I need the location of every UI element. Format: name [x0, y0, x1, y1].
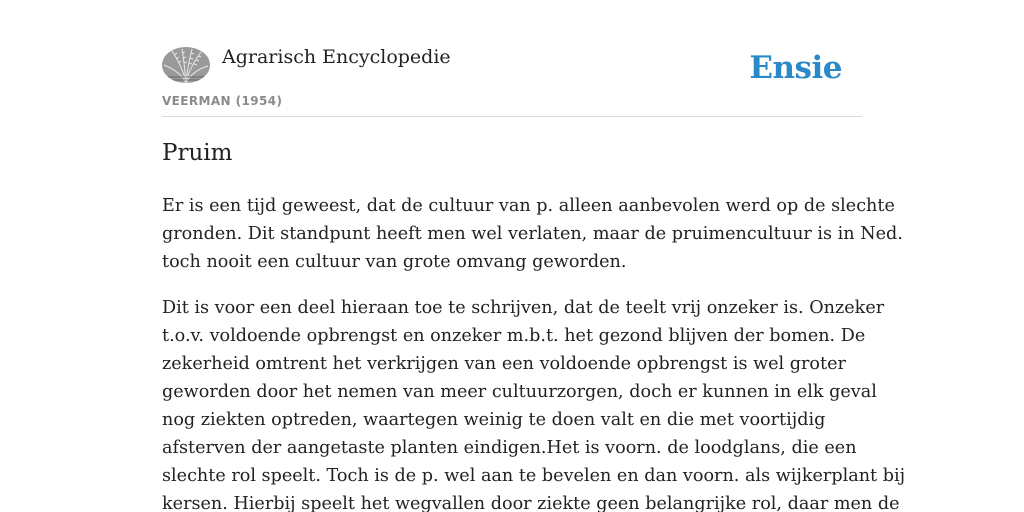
article-paragraph	[162, 192, 903, 276]
paragraph-line: t.o.v. voldoende opbrengst en onzeker m.b.t. het gezond blijven der bomen. De	[162, 326, 866, 346]
paragraph-line: Dit is voor een deel hieraan toe te schrijven, dat de teelt vrij onzeker is. Onzeker	[162, 298, 885, 318]
wheat-engraving-icon	[162, 47, 210, 83]
article-body	[162, 192, 906, 512]
paragraph-line: kersen. Hierbij speelt het wegvallen door ziekte geen belangrijke rol, daar men de	[162, 494, 900, 512]
publication-title[interactable]: Agrarisch Encyclopedie	[222, 46, 451, 68]
article-title: Pruim	[162, 140, 233, 166]
article-paragraph	[162, 294, 906, 512]
ensie-logo-link[interactable]: Ensie	[749, 50, 842, 86]
publication-header	[162, 46, 862, 117]
paragraph-line: slechte rol speelt. Toch is de p. wel aan te bevelen en dan voorn. als wijkerplant bij	[162, 466, 906, 486]
paragraph-line: zekerheid omtrent het verkrijgen van een voldoende opbrengst is wel groter	[162, 354, 846, 374]
paragraph-line: geworden door het nemen van meer cultuurzorgen, doch er kunnen in elk geval	[162, 382, 877, 402]
paragraph-line: Er is een tijd geweest, dat de cultuur van p. alleen aanbevolen werd op de slechte	[162, 196, 895, 216]
paragraph-line: gronden. Dit standpunt heeft men wel verlaten, maar de pruimencultuur is in Ned.	[162, 224, 903, 244]
paragraph-line: nog ziekten optreden, waartegen weinig te doen valt en die met voortijdig	[162, 410, 826, 430]
publication-subtitle: VEERMAN (1954)	[162, 94, 283, 108]
paragraph-line: toch nooit een cultuur van grote omvang geworden.	[162, 252, 627, 272]
paragraph-line: afsterven der aangetaste planten eindigen.Het is voorn. de loodglans, die een	[162, 438, 857, 458]
